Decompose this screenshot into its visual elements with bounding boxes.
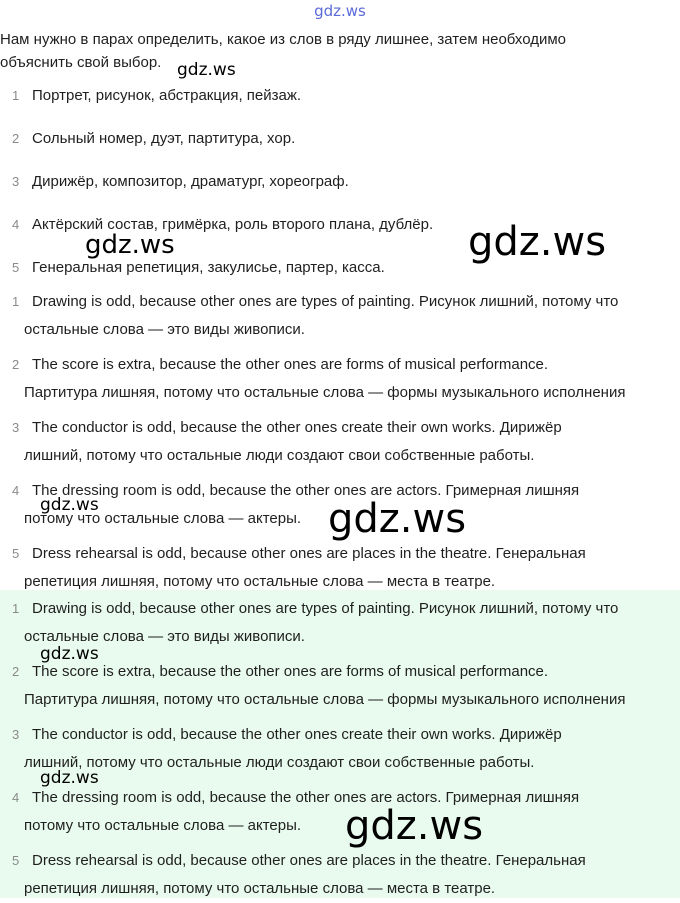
answer-line-1: Drawing is odd, because other ones are types of painting. Рисунок лишний, потому что (32, 600, 619, 617)
answer-line-1: The conductor is odd, because the other ones create their own works. Дирижёр (32, 419, 562, 436)
answer-item (0, 595, 678, 651)
answer-item (0, 847, 678, 903)
answer-item (0, 540, 678, 596)
answer-line-2: лишний, потому что остальные люди создают свои собственные работы. (24, 447, 535, 464)
item-number: 2 (12, 664, 20, 679)
answer-line-1: The dressing room is odd, because the other ones are actors. Гримерная лишняя (32, 789, 580, 806)
answer-item (0, 658, 678, 714)
answer-line-1: Drawing is odd, because other ones are types of painting. Рисунок лишний, потому что (32, 293, 619, 310)
task-intro: Нам нужно в парах определить, какое из слов в ряду лишнее, затем необходимо объяснить свой выбор. (0, 31, 567, 71)
item-number: 4 (12, 217, 20, 232)
answer-line-2: остальные слова — это виды живописи. (24, 628, 305, 645)
answer-line-1: Dress rehearsal is odd, because other ones are places in the theatre. Генеральная (32, 852, 586, 869)
item-number: 2 (12, 357, 20, 372)
watermark: gdz.ws (40, 644, 99, 664)
item-number: 1 (12, 601, 20, 616)
watermark: gdz.ws (345, 803, 484, 849)
answer-line-1: The score is extra, because the other ones are forms of musical performance. (32, 356, 549, 373)
word-text: Дирижёр, композитор, драматург, хореограф. (32, 173, 349, 190)
answer-line-1: The dressing room is odd, because the other ones are actors. Гримерная лишняя (32, 482, 580, 499)
item-number: 4 (12, 790, 20, 805)
word-text: Портрет, рисунок, абстракция, пейзаж. (32, 87, 302, 104)
word-row (0, 168, 678, 196)
item-number: 2 (12, 131, 20, 146)
watermark: gdz.ws (468, 219, 607, 265)
answer-line-2: репетиция лишняя, потому что остальные слова — места в театре. (24, 880, 496, 897)
item-number: 5 (12, 546, 20, 561)
answer-line-1: The score is extra, because the other ones are forms of musical performance. (32, 663, 549, 680)
item-number: 5 (12, 853, 20, 868)
word-row (0, 125, 678, 153)
answer-item (0, 784, 678, 840)
word-row (0, 82, 678, 110)
watermark: gdz.ws (85, 230, 175, 260)
answer-line-1: Dress rehearsal is odd, because other ones are places in the theatre. Генеральная (32, 545, 586, 562)
answer-line-2: репетиция лишняя, потому что остальные слова — места в театре. (24, 573, 496, 590)
answer-item (0, 721, 678, 777)
answer-line-2: Партитура лишняя, потому что остальные слова — формы музыкального исполнения (24, 691, 626, 708)
watermark: gdz.ws (40, 768, 99, 788)
item-number: 1 (12, 294, 20, 309)
answer-line-2: остальные слова — это виды живописи. (24, 321, 305, 338)
watermark: gdz.ws (328, 496, 467, 542)
site-logo[interactable]: gdz.ws (314, 2, 366, 20)
item-number: 3 (12, 174, 20, 189)
watermark: gdz.ws (177, 60, 236, 80)
watermark: gdz.ws (40, 495, 99, 515)
word-text: Сольный номер, дуэт, партитура, хор. (32, 130, 296, 147)
answer-item (0, 351, 678, 407)
word-text: Генеральная репетиция, закулисье, партер, касса. (32, 259, 385, 276)
item-number: 1 (12, 88, 20, 103)
answer-line-2: Партитура лишняя, потому что остальные слова — формы музыкального исполнения (24, 384, 626, 401)
answer-item (0, 414, 678, 470)
item-number: 3 (12, 420, 20, 435)
item-number: 4 (12, 483, 20, 498)
answer-line-2: лишний, потому что остальные люди создают свои собственные работы. (24, 754, 535, 771)
item-number: 3 (12, 727, 20, 742)
word-text: Актёрский состав, гримёрка, роль второго плана, дублёр. (32, 216, 434, 233)
answer-line-1: The conductor is odd, because the other ones create their own works. Дирижёр (32, 726, 562, 743)
answer-line-2: потому что остальные слова — актеры. (24, 817, 302, 834)
answer-line-2: потому что остальные слова — актеры. (24, 510, 302, 527)
item-number: 5 (12, 260, 20, 275)
answer-item (0, 288, 678, 344)
